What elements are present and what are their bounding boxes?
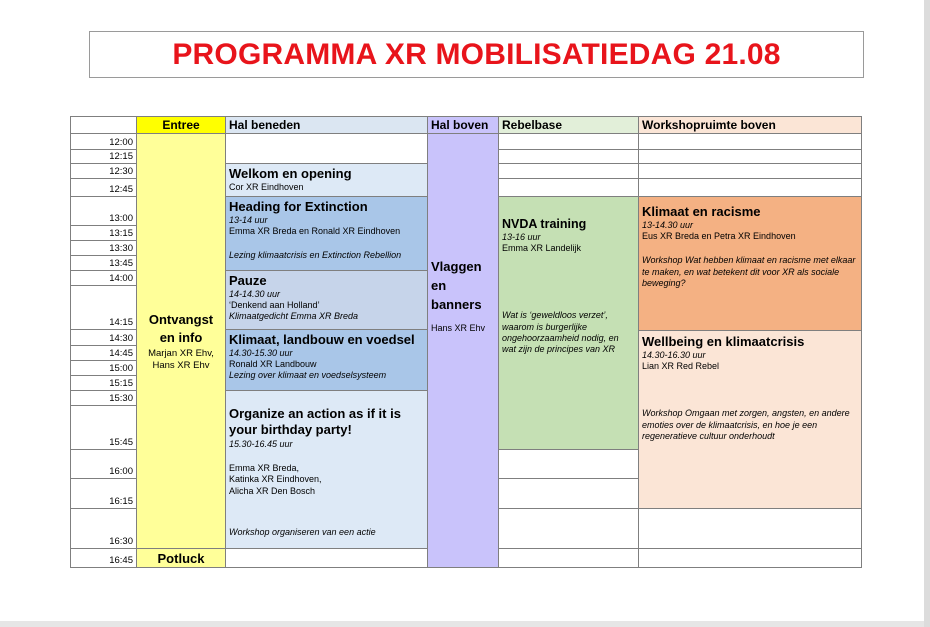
event-klimaat-landbouw — [225, 329, 428, 391]
event-people: Katinka XR Eindhoven, — [229, 474, 322, 485]
workshop-empty — [638, 548, 862, 568]
entree-people: Marjan XR Ehv, Hans XR Ehv — [148, 347, 214, 371]
workshop-empty — [638, 508, 862, 549]
hal-beneden-empty — [225, 133, 428, 164]
event-title: Klimaat en racisme — [642, 204, 761, 219]
event-description: Lezing klimaatcrisis en Extinction Rebellion — [229, 250, 402, 261]
rebelbase-empty — [498, 449, 639, 479]
schedule-table — [70, 116, 862, 568]
workshop-empty — [638, 133, 862, 150]
event-description: Workshop Omgaan met zorgen, angsten, en andere emoties over de klimaatcrisis, en hoe je een regeneratieve cultuur onderhoudt — [642, 408, 850, 441]
event-people: Lian XR Red Rebel — [642, 361, 720, 372]
time-slot: 15:45 — [70, 405, 137, 450]
time-slot: 13:00 — [70, 196, 137, 226]
event-nvda-training — [498, 196, 639, 450]
event-klimaat-en-racisme — [638, 196, 862, 331]
event-time: 14.30-16.30 uur — [642, 350, 706, 360]
time-slot: 13:45 — [70, 255, 137, 271]
event-people: Emma XR Landelijk — [502, 243, 582, 254]
event-description: Lezing over klimaat en voedselsysteem — [229, 370, 387, 381]
time-slot: 12:15 — [70, 149, 137, 164]
header-entree: Entree — [136, 116, 226, 134]
event-time: 14.30-15.30 uur — [229, 348, 293, 358]
event-people: Eus XR Breda en Petra XR Eindhoven — [642, 231, 796, 242]
time-slot: 14:00 — [70, 270, 137, 286]
time-slot: 14:15 — [70, 285, 137, 330]
rebelbase-empty — [498, 508, 639, 549]
header-hal-boven: Hal boven — [427, 116, 499, 134]
event-description: Wat is ‘geweldloos verzet’, waarom is burgerlijke ongehoorzaamheid nodig, en wat zijn de principes van XR — [502, 310, 619, 355]
event-people: Hans XR Ehv — [431, 323, 486, 333]
time-slot: 12:00 — [70, 133, 137, 150]
event-title: Welkom en opening — [229, 166, 352, 181]
event-people: Emma XR Breda, — [229, 463, 300, 474]
time-slot: 16:30 — [70, 508, 137, 549]
header-workshopruimte-boven: Workshopruimte boven — [638, 116, 862, 134]
time-slot: 13:15 — [70, 225, 137, 241]
entree-title: Ontvangst en info — [148, 311, 214, 345]
rebelbase-empty — [498, 178, 639, 197]
time-slot: 15:15 — [70, 375, 137, 391]
hal-beneden-empty — [225, 548, 428, 568]
event-subtitle: ‘Denkend aan Holland’ — [229, 300, 320, 311]
event-people: Ronald XR Landbouw — [229, 359, 317, 370]
right-edge — [924, 0, 930, 627]
event-title: Heading for Extinction — [229, 199, 368, 214]
entree-potluck: Potluck — [136, 548, 226, 568]
time-slot: 16:45 — [70, 548, 137, 568]
event-title: Pauze — [229, 273, 267, 288]
event-description: Klimaatgedicht Emma XR Breda — [229, 311, 359, 322]
event-time: 14-14.30 uur — [229, 289, 281, 299]
time-slot: 13:30 — [70, 240, 137, 256]
event-people: Emma XR Breda en Ronald XR Eindhoven — [229, 226, 401, 237]
event-title: NVDA training — [502, 217, 587, 231]
title-box — [89, 31, 864, 78]
rebelbase-empty — [498, 163, 639, 179]
event-heading-for-extinction — [225, 196, 428, 271]
workshop-empty — [638, 163, 862, 179]
header-hal-beneden: Hal beneden — [225, 116, 428, 134]
rebelbase-empty — [498, 149, 639, 164]
time-slot: 12:30 — [70, 163, 137, 179]
rebelbase-empty — [498, 548, 639, 568]
event-title: Vlaggen en banners — [431, 259, 482, 312]
event-title: Klimaat, landbouw en voedsel — [229, 332, 415, 347]
event-description: Workshop Wat hebben klimaat en racisme met elkaar te maken, en wat betekent dit voor XR als sociale beweging? — [642, 255, 856, 288]
header-time-corner — [70, 116, 137, 134]
event-time: 15.30-16.45 uur — [229, 439, 293, 449]
workshop-empty — [638, 149, 862, 164]
event-title: Organize an action as if it is your birthday party! — [229, 406, 401, 437]
event-welkom — [225, 163, 428, 197]
time-slot: 16:15 — [70, 478, 137, 509]
event-description: Workshop organiseren van een actie — [229, 526, 376, 537]
event-time: 13-14.30 uur — [642, 220, 694, 230]
entree-ontvangst-block — [136, 133, 226, 549]
event-people: Cor XR Eindhoven — [229, 182, 304, 192]
page-title: PROGRAMMA XR MOBILISATIEDAG 21.08 — [172, 37, 781, 71]
workshop-empty — [638, 178, 862, 197]
event-time: 13-16 uur — [502, 232, 541, 242]
event-title: Wellbeing en klimaatcrisis — [642, 334, 805, 349]
time-slot: 14:30 — [70, 329, 137, 346]
event-wellbeing-klimaatcrisis — [638, 330, 862, 509]
event-pauze — [225, 270, 428, 330]
time-slot: 16:00 — [70, 449, 137, 479]
event-organize-action — [225, 390, 428, 549]
time-slot: 15:00 — [70, 360, 137, 376]
time-slot: 14:45 — [70, 345, 137, 361]
header-rebelbase: Rebelbase — [498, 116, 639, 134]
event-vlaggen-banners — [427, 133, 499, 568]
bottom-edge — [0, 621, 924, 627]
event-people: Alicha XR Den Bosch — [229, 485, 316, 496]
event-time: 13-14 uur — [229, 215, 268, 225]
time-slot: 15:30 — [70, 390, 137, 406]
rebelbase-empty — [498, 478, 639, 509]
time-slot: 12:45 — [70, 178, 137, 197]
rebelbase-empty — [498, 133, 639, 150]
